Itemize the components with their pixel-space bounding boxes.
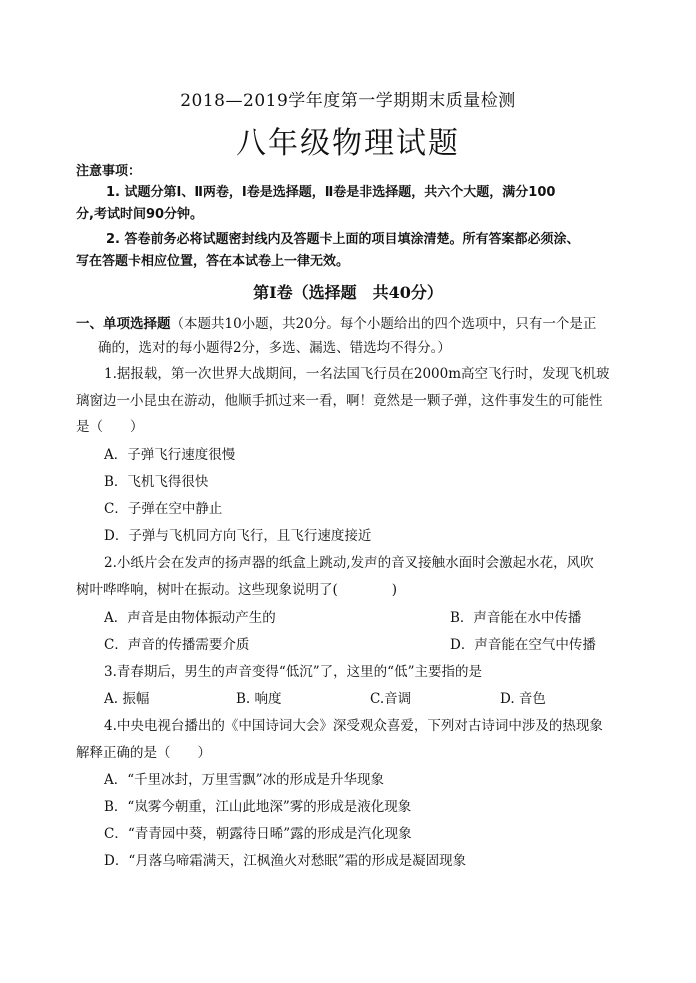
notice-item-2-line-2: 写在答题卡相应位置，答在本试卷上一律无效。	[76, 254, 350, 269]
question-4-line-1: 4.中央电视台播出的《中国诗词大会》深受观众喜爱，下列对古诗词中涉及的热现象	[104, 718, 603, 734]
question-1-option-b: B．飞机飞得很快	[104, 474, 209, 490]
question-4-option-c: C．“青青园中葵，朝露待日晞”露的形成是汽化现象	[104, 826, 412, 842]
question-1-option-d: D．子弹与飞机同方向飞行，且飞行速度接近	[104, 528, 372, 544]
notice-item-1-line-2: 分,考试时间90分钟。	[76, 207, 204, 222]
question-1-option-a: A．子弹飞行速度很慢	[104, 447, 236, 463]
question-4-option-a: A．“千里冰封，万里雪飘”冰的形成是升华现象	[104, 772, 385, 788]
section-title: 第Ⅰ卷（选择题 共40分）	[253, 283, 443, 302]
question-2-line-2: 树叶哗哗响，树叶在振动。这些现象说明了( )	[76, 582, 398, 598]
question-2-line-1: 2.小纸片会在发声的扬声器的纸盒上跳动,发声的音叉接触水面时会激起水花，风吹	[104, 555, 594, 571]
part-1-desc-line-2: 确的，选对的每小题得2分，多选、漏选、错选均不得分。）	[98, 340, 451, 356]
question-3-option-d: D. 音色	[500, 691, 546, 707]
question-4-option-d: D．“月落乌啼霜满天，江枫渔火对愁眠”霜的形成是凝固现象	[104, 853, 467, 869]
question-1-line-2: 璃窗边一小昆虫在游动，他顺手抓过来一看，啊！竟然是一颗子弹，这件事发生的可能性	[76, 393, 603, 409]
question-1-option-c: C．子弹在空中静止	[104, 501, 223, 517]
question-1-line-1: 1.据报载，第一次世界大战期间，一名法国飞行员在2000m高空飞行时，发现飞机玻	[104, 366, 610, 382]
part-1-heading: 一、单项选择题	[76, 316, 171, 332]
question-4-option-b: B．“岚雾今朝重，江山此地深”雾的形成是液化现象	[104, 799, 412, 815]
question-2-option-d: D．声音能在空气中传播	[450, 637, 596, 653]
notice-item-1-line-1: 1. 试题分第Ⅰ、Ⅱ两卷，Ⅰ卷是选择题，Ⅱ卷是非选择题，共六个大题，满分100	[106, 185, 556, 200]
question-3-option-b: B. 响度	[236, 691, 282, 707]
question-2-option-c: C．声音的传播需要介质	[104, 637, 250, 653]
exam-year-line: 2018—2019学年度第一学期期末质量检测	[180, 91, 516, 111]
exam-title: 八年级物理试题	[236, 126, 460, 161]
question-2-option-b: B．声音能在水中传播	[450, 610, 582, 626]
notice-heading: 注意事项：	[76, 164, 142, 179]
question-1-line-3: 是（ ）	[76, 419, 144, 435]
question-4-line-2: 解释正确的是（ ）	[76, 745, 211, 761]
question-3-line-1: 3.青春期后，男生的声音变得“低沉”了，这里的“低”主要指的是	[104, 664, 482, 680]
part-1-desc-line-1: （本题共10小题，共20分。每个小题给出的四个选项中，只有一个是正	[170, 316, 597, 332]
notice-item-2-line-1: 2. 答卷前务必将试题密封线内及答题卡上面的项目填涂清楚。所有答案都必须涂、	[106, 232, 580, 247]
question-3-option-a: A. 振幅	[104, 691, 150, 707]
question-3-option-c: C.音调	[370, 691, 412, 707]
part-1-intro-line-1	[76, 312, 596, 332]
question-2-option-a: A．声音是由物体振动产生的	[104, 610, 276, 626]
